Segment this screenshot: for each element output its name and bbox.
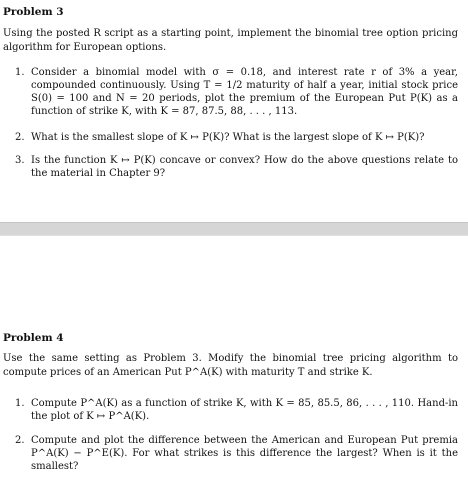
item-text: What is the smallest slope of K ↦ P(K)? What is the largest slope of K ↦ P(K)?: [31, 132, 425, 143]
item-text: Compute and plot the difference between the American and European Put premia P^A(K) − P^E(K). For what strikes is this difference the largest? When is it the smallest?: [31, 435, 458, 472]
document-page-1: [0, 0, 468, 222]
problem-3-item-2: [15, 131, 458, 144]
problem-3-item-1: [15, 66, 458, 118]
problem-3-heading: Problem 3: [3, 6, 64, 18]
problem-4-intro: Use the same setting as Problem 3. Modify the binomial tree pricing algorithm to compute prices of an American Put P^A(K) with maturity T and strike K.: [3, 353, 458, 378]
problem-3-intro: Using the posted R script as a starting point, implement the binomial tree option pricing algorithm for European options.: [3, 28, 458, 53]
item-number: 2.: [15, 132, 25, 143]
problem-4-item-2: [15, 434, 458, 473]
problem-3-item-3: [15, 154, 458, 180]
item-number: 2.: [15, 435, 25, 446]
problem-4-heading: Problem 4: [3, 332, 64, 344]
item-number: 1.: [15, 67, 25, 78]
item-text: Compute P^A(K) as a function of strike K, with K = 85, 85.5, 86, . . . , 110. Hand-in the plot of K ↦ P^A(K).: [31, 398, 458, 422]
item-number: 3.: [15, 155, 25, 166]
page-break-divider: [0, 222, 468, 236]
item-text: Is the function K ↦ P(K) concave or convex? How do the above questions relate to the material in Chapter 9?: [31, 155, 458, 179]
problem-4-item-1: [15, 397, 458, 423]
item-text: Consider a binomial model with σ = 0.18, and interest rate r of 3% a year, compounded continuously. Using T = 1/2 maturity of half a year, initial stock price S(0) = 100 and N = 20 periods, plot the premium of the European Put P(K) as a function of strike K, with K = 87, 87.5, 88, . . . , 113.: [31, 67, 458, 117]
document-page-2: [0, 236, 468, 489]
item-number: 1.: [15, 398, 25, 409]
